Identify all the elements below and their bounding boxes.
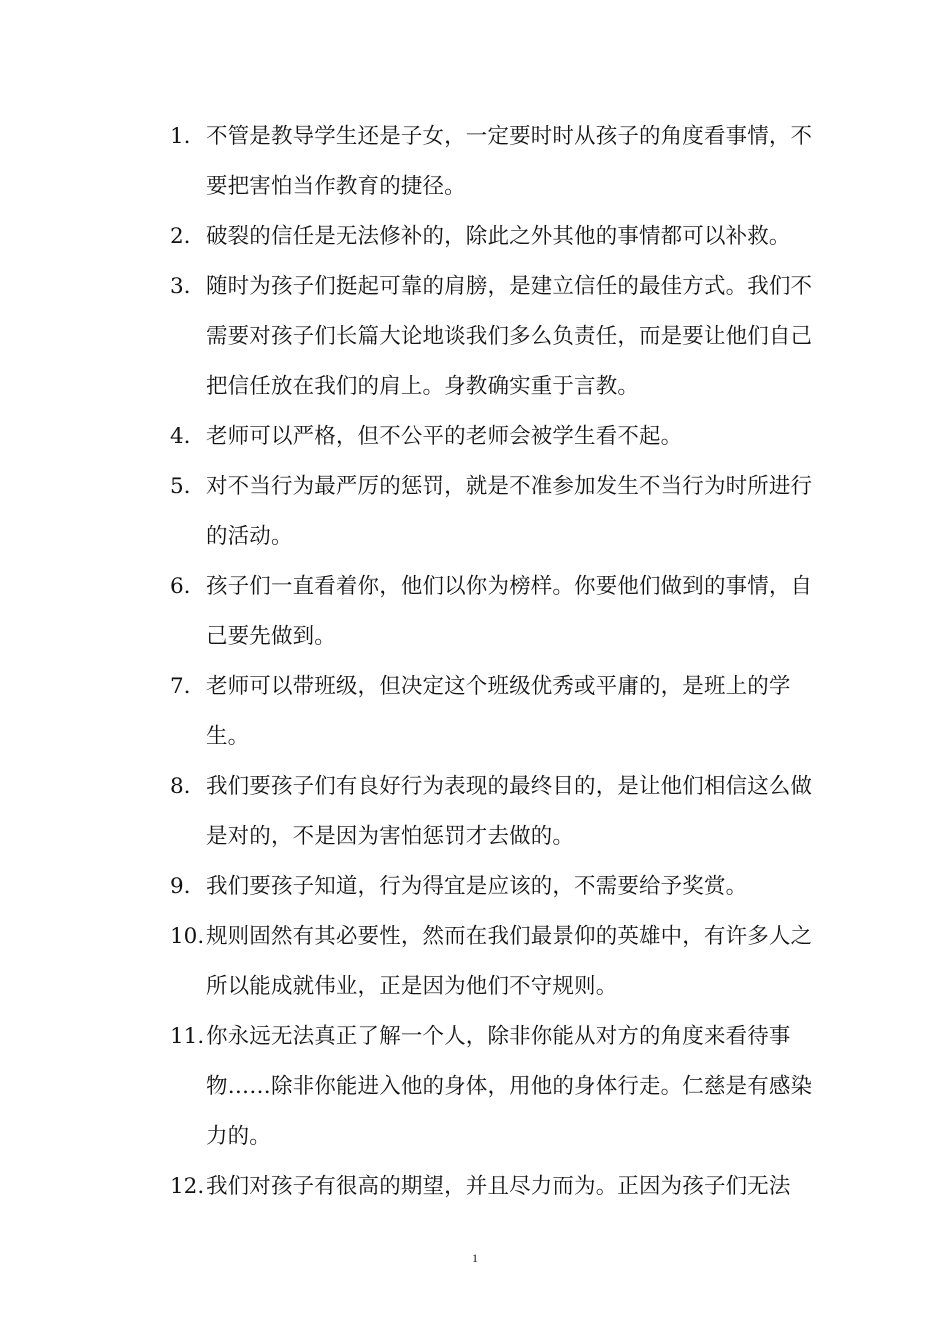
list-item (170, 1162, 820, 1212)
item-text: 不管是教导学生还是子女，一定要时时从孩子的角度看事情，不要把害怕当作教育的捷径。 (206, 124, 813, 199)
item-text: 我们要孩子们有良好行为表现的最终目的，是让他们相信这么做是对的，不是因为害怕惩罚才去做的。 (206, 774, 813, 849)
list-item (170, 562, 820, 662)
list-item (170, 462, 820, 562)
item-text: 我们要孩子知道，行为得宜是应该的，不需要给予奖赏。 (206, 874, 748, 899)
item-number: 5. (170, 474, 191, 499)
list-item (170, 262, 820, 412)
item-text: 规则固然有其必要性，然而在我们最景仰的英雄中，有许多人之所以能成就伟业，正是因为他们不守规则。 (206, 924, 813, 999)
numbered-list (170, 112, 820, 1212)
item-number: 3. (170, 274, 191, 299)
item-text: 孩子们一直看着你，他们以你为榜样。你要他们做到的事情，自己要先做到。 (206, 574, 813, 649)
list-item (170, 112, 820, 212)
item-text: 我们对孩子有很高的期望，并且尽力而为。正因为孩子们无法 (206, 1174, 791, 1199)
list-item (170, 862, 820, 912)
item-number: 12. (170, 1174, 205, 1199)
item-text: 随时为孩子们挺起可靠的肩膀，是建立信任的最佳方式。我们不需要对孩子们长篇大论地谈我们多么负责任，而是要让他们自己把信任放在我们的肩上。身教确实重于言教。 (206, 274, 813, 399)
item-number: 10. (170, 924, 205, 949)
item-number: 4. (170, 424, 191, 449)
list-item (170, 1012, 820, 1162)
item-number: 2. (170, 224, 191, 249)
item-number: 7. (170, 674, 191, 699)
list-item (170, 662, 820, 762)
item-text: 你永远无法真正了解一个人，除非你能从对方的角度来看待事物……除非你能进入他的身体，用他的身体行走。仁慈是有感染力的。 (206, 1024, 813, 1149)
list-item (170, 212, 820, 262)
item-text: 老师可以带班级，但决定这个班级优秀或平庸的，是班上的学生。 (206, 674, 791, 749)
page-number: 1 (472, 1251, 478, 1265)
item-number: 8. (170, 774, 191, 799)
item-number: 9. (170, 874, 191, 899)
list-item (170, 762, 820, 862)
item-number: 1. (170, 124, 191, 149)
item-text: 破裂的信任是无法修补的，除此之外其他的事情都可以补救。 (206, 224, 791, 249)
item-text: 老师可以严格，但不公平的老师会被学生看不起。 (206, 424, 683, 449)
list-item (170, 412, 820, 462)
item-number: 11. (170, 1024, 205, 1049)
list-item (170, 912, 820, 1012)
item-number: 6. (170, 574, 191, 599)
item-text: 对不当行为最严厉的惩罚，就是不准参加发生不当行为时所进行的活动。 (206, 474, 813, 549)
